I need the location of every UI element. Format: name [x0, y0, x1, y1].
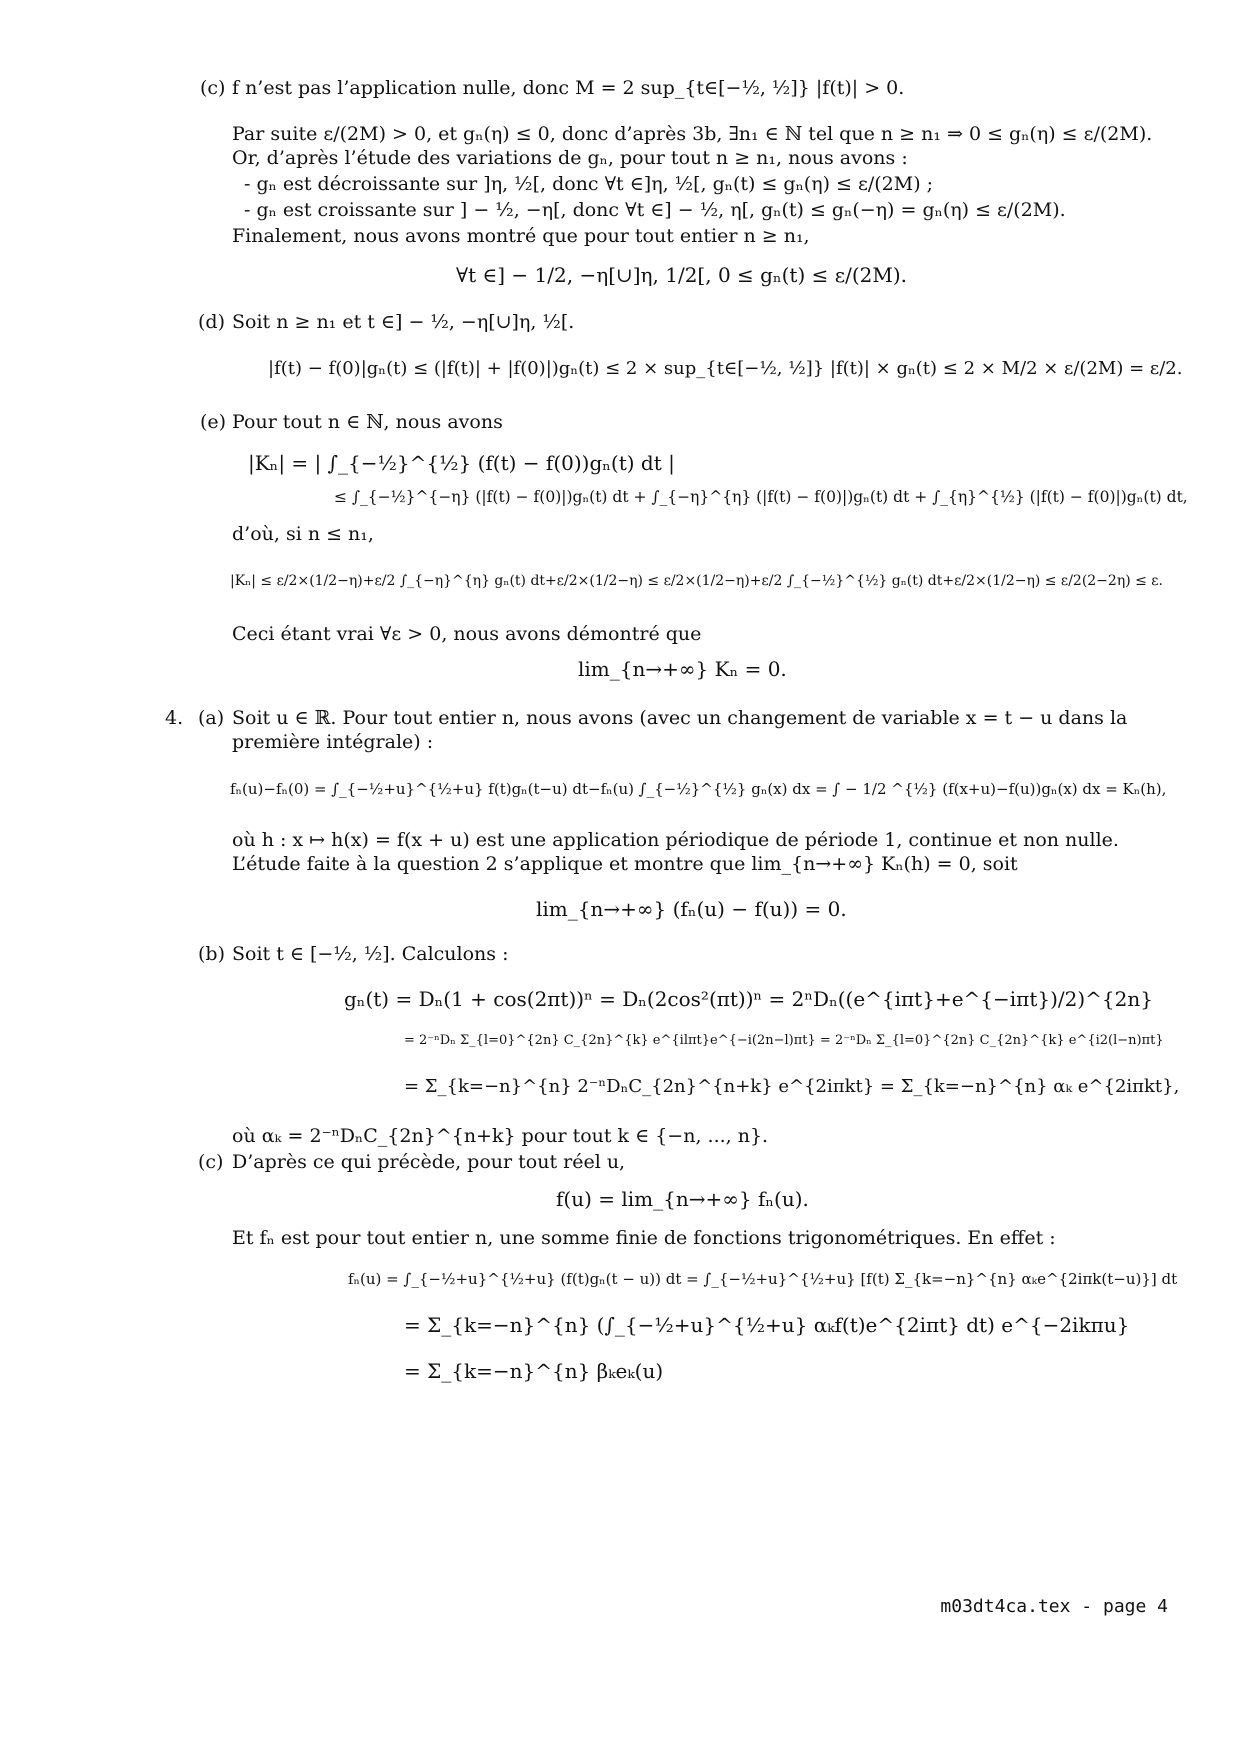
section-number-4: 4.: [165, 707, 184, 729]
text-line: où αₖ = 2⁻ⁿDₙC_{2n}^{n+k} pour tout k ∈ {−n, ..., n}.: [232, 1125, 769, 1147]
bullet-item: - gₙ est croissante sur ] − ½, −η[, donc ∀t ∈] − ½, η[, gₙ(t) ≤ gₙ(−η) = gₙ(η) ≤ ε/(2M).: [244, 199, 1066, 221]
display-equation: |f(t) − f(0)|gₙ(t) ≤ (|f(t)| + |f(0)|)gₙ(t) ≤ 2 × sup_{t∈[−½, ½]} |f(t)| × gₙ(t) ≤ 2 × M/2 × ε/(2M) = ε/2.: [268, 358, 1183, 379]
display-equation: |Kₙ| ≤ ε/2×(1/2−η)+ε/2 ∫_{−η}^{η} gₙ(t) dt+ε/2×(1/2−η) ≤ ε/2×(1/2−η)+ε/2 ∫_{−½}^{½} gₙ(t) dt+ε/2×(1/2−η) ≤ ε/2(2−2η) ≤ ε.: [230, 573, 1164, 589]
text-line: Soit u ∈ ℝ. Pour tout entier n, nous avons (avec un changement de variable x = t − u dans la: [232, 707, 1128, 729]
text-line: première intégrale) :: [232, 731, 434, 753]
aligned-equation: = Σ_{k=−n}^{n} βₖeₖ(u): [404, 1359, 664, 1383]
bullet-item: - gₙ est décroissante sur ]η, ½[, donc ∀t ∈]η, ½[, gₙ(t) ≤ gₙ(η) ≤ ε/(2M) ;: [244, 173, 934, 195]
display-equation: fₙ(u)−fₙ(0) = ∫_{−½+u}^{½+u} f(t)gₙ(t−u) dt−fₙ(u) ∫_{−½}^{½} gₙ(x) dx = ∫ − 1/2 ^{½} (f(x+u)−f(u))gₙ(x) dx = Kₙ(h),: [230, 780, 1167, 798]
item-label-3c: (c): [200, 77, 226, 99]
item-label-4b: (b): [198, 943, 225, 965]
text-line: d’où, si n ≤ n₁,: [232, 523, 374, 545]
text-line: Pour tout n ∈ ℕ, nous avons: [232, 411, 503, 433]
aligned-equation: ≤ ∫_{−½}^{−η} (|f(t) − f(0)|)gₙ(t) dt + ∫_{−η}^{η} (|f(t) − f(0)|)gₙ(t) dt + ∫_{η}^{½} (|f(t) − f(0)|)gₙ(t) dt,: [334, 488, 1188, 506]
aligned-equation: = 2⁻ⁿDₙ Σ_{l=0}^{2n} C_{2n}^{k} e^{ilπt}e^{−i(2n−l)πt} = 2⁻ⁿDₙ Σ_{l=0}^{2n} C_{2n}^{k} e^{i2(l−n)πt}: [404, 1033, 1164, 1048]
aligned-equation: = Σ_{k=−n}^{n} 2⁻ⁿDₙC_{2n}^{n+k} e^{2iπkt} = Σ_{k=−n}^{n} αₖ e^{2iπkt},: [404, 1076, 1180, 1097]
text-line: Finalement, nous avons montré que pour tout entier n ≥ n₁,: [232, 225, 810, 247]
item-label-4c: (c): [198, 1151, 224, 1173]
text-line: L’étude faite à la question 2 s’applique et montre que lim_{n→+∞} Kₙ(h) = 0, soit: [232, 853, 1018, 875]
item-label-4a: (a): [198, 707, 225, 729]
text-line: Soit n ≥ n₁ et t ∈] − ½, −η[∪]η, ½[.: [232, 311, 575, 333]
text-line: Soit t ∈ [−½, ½]. Calculons :: [232, 943, 509, 965]
text-line: Par suite ε/(2M) > 0, et gₙ(η) ≤ 0, donc d’après 3b, ∃n₁ ∈ ℕ tel que n ≥ n₁ ⇒ 0 ≤ gₙ(η) ≤ ε/(2M).: [232, 123, 1153, 145]
aligned-equation: fₙ(u) = ∫_{−½+u}^{½+u} (f(t)gₙ(t − u)) dt = ∫_{−½+u}^{½+u} [f(t) Σ_{k=−n}^{n} αₖe^{2iπk(t−u)}] dt: [348, 1270, 1178, 1288]
aligned-equation: |Kₙ| = | ∫_{−½}^{½} (f(t) − f(0))gₙ(t) dt |: [248, 451, 675, 475]
item-label-3d: (d): [198, 311, 225, 333]
limit-equation: lim_{n→+∞} Kₙ = 0.: [578, 657, 787, 681]
text-line: où h : x ↦ h(x) = f(x + u) est une application périodique de période 1, continue et non nulle.: [232, 829, 1119, 851]
text-line: Ceci étant vrai ∀ε > 0, nous avons démontré que: [232, 623, 702, 645]
display-equation: f(u) = lim_{n→+∞} fₙ(u).: [556, 1187, 809, 1211]
text-line: f n’est pas l’application nulle, donc M = 2 sup_{t∈[−½, ½]} |f(t)| > 0.: [232, 77, 905, 99]
aligned-equation: gₙ(t) = Dₙ(1 + cos(2πt))ⁿ = Dₙ(2cos²(πt))ⁿ = 2ⁿDₙ((e^{iπt}+e^{−iπt})/2)^{2n}: [344, 987, 1153, 1011]
text-line: Or, d’après l’étude des variations de gₙ, pour tout n ≥ n₁, nous avons :: [232, 147, 908, 169]
limit-equation: lim_{n→+∞} (fₙ(u) − f(u)) = 0.: [536, 897, 847, 921]
page-footer: m03dt4ca.tex - page 4: [940, 1596, 1168, 1617]
display-equation: ∀t ∈] − 1/2, −η[∪]η, 1/2[, 0 ≤ gₙ(t) ≤ ε/(2M).: [456, 263, 907, 287]
item-label-3e: (e): [200, 411, 227, 433]
text-line: D’après ce qui précède, pour tout réel u,: [232, 1151, 626, 1173]
aligned-equation: = Σ_{k=−n}^{n} (∫_{−½+u}^{½+u} αₖf(t)e^{2iπt} dt) e^{−2ikπu}: [404, 1313, 1130, 1337]
text-line: Et fₙ est pour tout entier n, une somme finie de fonctions trigonométriques. En effet :: [232, 1227, 1056, 1249]
